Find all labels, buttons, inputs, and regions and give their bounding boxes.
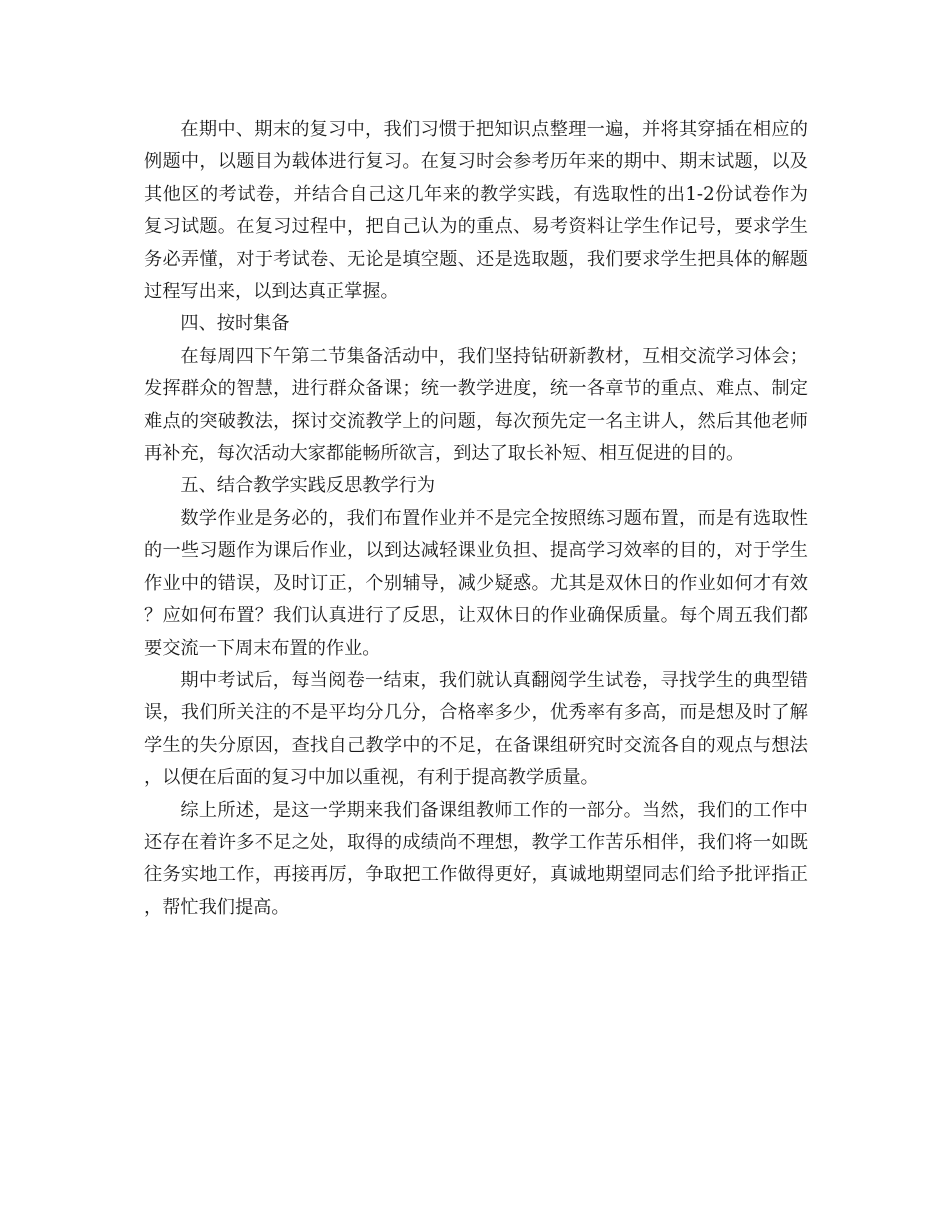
- paragraph-midterm-analysis: 期中考试后，每当阅卷一结束，我们就认真翻阅学生试卷，寻找学生的典型错误，我们所关注的不是平均分几分，合格率多少，优秀率有多高，而是想及时了解学生的失分原因，查找自己教学中的不足，在备课组研究时交流各自的观点与想法，以便在后面的复习中加以重视，有利于提高教学质量。: [144, 669, 808, 789]
- heading-section-5: 五、结合教学实践反思教学行为: [180, 475, 436, 497]
- paragraph-review-method: 在期中、期末的复习中，我们习惯于把知识点整理一遍，并将其穿插在相应的例题中，以题目为载体进行复习。在复习时会参考历年来的期中、期末试题，以及其他区的考试卷，并结合自己这几年来的教学实践，有选取性的出1-2份试卷作为复习试题。在复习过程中，把自己认为的重点、易考资料让学生作记号，要求学生务必弄懂，对于考试卷、无论是填空题、还是选取题，我们要求学生把具体的解题过程写出来，以到达真正掌握。: [144, 119, 808, 303]
- paragraph-collective-prep: 在每周四下午第二节集备活动中，我们坚持钻研新教材，互相交流学习体会；发挥群众的智慧，进行群众备课；统一教学进度，统一各章节的重点、难点、制定难点的突破教法，探讨交流教学上的问题，每次预先定一名主讲人，然后其他老师再补充，每次活动大家都能畅所欲言，到达了取长补短、相互促进的目的。: [144, 345, 808, 465]
- paragraph-conclusion: 综上所述，是这一学期来我们备课组教师工作的一部分。当然，我们的工作中还存在着许多不足之处，取得的成绩尚不理想，教学工作苦乐相伴，我们将一如既往务实地工作，再接再厉，争取把工作做得更好，真诚地期望同志们给予批评指正，帮忙我们提高。: [144, 799, 808, 918]
- heading-section-4: 四、按时集备: [180, 313, 290, 335]
- paragraph-homework: 数学作业是务必的，我们布置作业并不是完全按照练习题布置，而是有选取性的一些习题作为课后作业，以到达减轻课业负担、提高学习效率的目的，对于学生作业中的错误，及时订正，个别辅导，减少疑惑。尤其是双休日的作业如何才有效？应如何布置？我们认真进行了反思，让双休日的作业确保质量。每个周五我们都要交流一下周末布置的作业。: [144, 507, 808, 659]
- document-body: [144, 114, 808, 924]
